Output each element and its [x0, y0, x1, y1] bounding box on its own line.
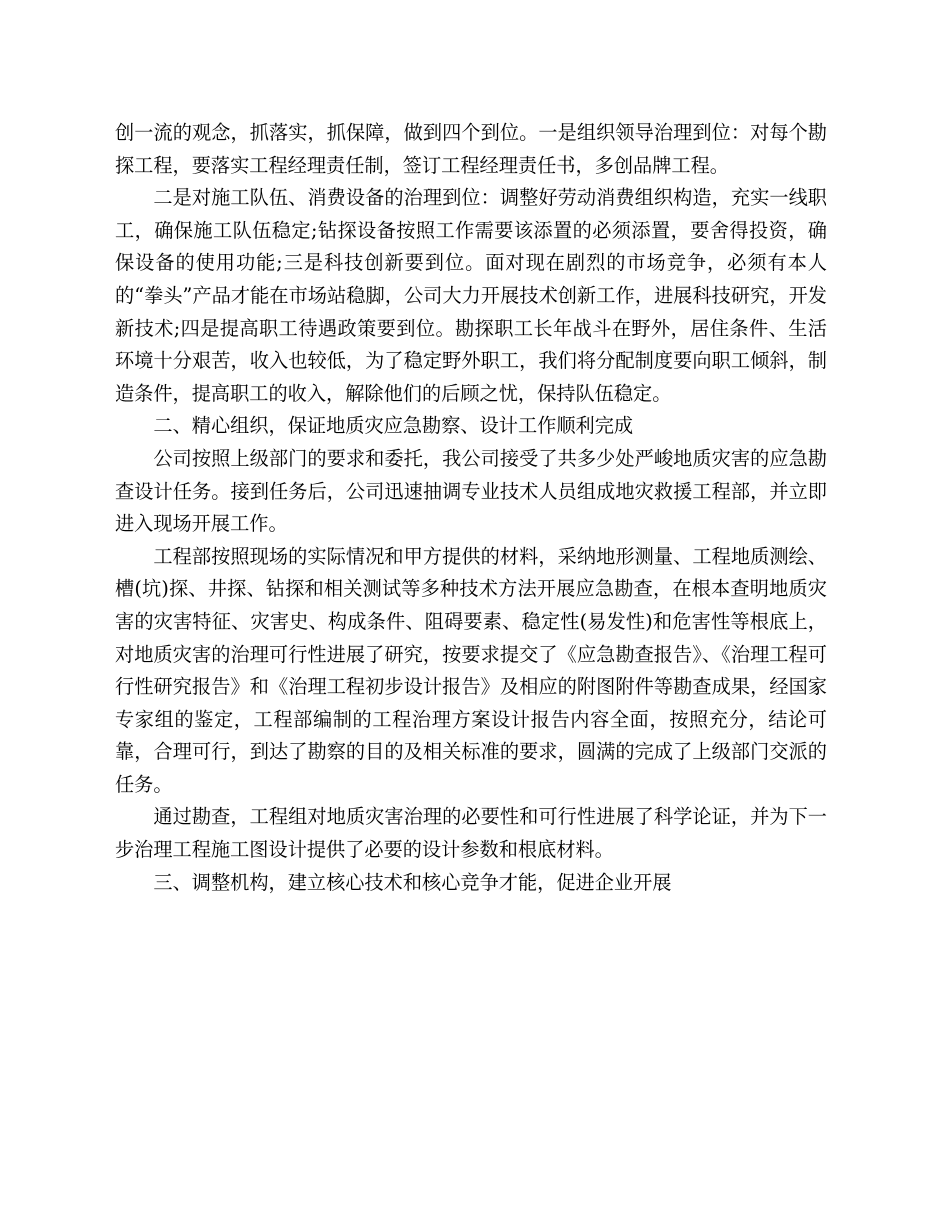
paragraph-continuation: 创一流的观念，抓落实，抓保障，做到四个到位。一是组织领导治理到位：对每个勘探工程，要落实工程经理责任制，签订工程经理责任书，多创品牌工程。	[115, 121, 827, 177]
paragraph-conclusion: 通过勘查，工程组对地质灾害治理的必要性和可行性进展了科学论证，并为下一步治理工程施工图设计提供了必要的设计参数和根底材料。	[115, 805, 827, 862]
paragraph-management: 二是对施工队伍、消费设备的治理到位：调整好劳动消费组织构造，充实一线职工，确保施工队伍稳定;钻探设备按照工作需要该添置的必须添置，要舍得投资，确保设备的使用功能;三是科技创新要到位。面对现在剧烈的市场竞争，必须有本人的“拳头”产品才能在市场站稳脚，公司大力开展技术创新工作，进展科技研究，开发新技术;四是提高职工待遇政策要到位。勘探职工长年战斗在野外，居住条件、生活环境十分艰苦，收入也较低，为了稳定野外职工，我们将分配制度要向职工倾斜，制造条件，提高职工的收入，解除他们的后顾之忧，保持队伍稳定。	[115, 186, 827, 405]
section-heading-3: 三、调整机构，建立核心技术和核心竞争才能，促进企业开展	[153, 870, 672, 894]
paragraph-survey: 工程部按照现场的实际情况和甲方提供的材料，采纳地形测量、工程地质测绘、槽(坑)探、井探、钻探和相关测试等多种技术方法开展应急勘查，在根本查明地质灾害的灾害特征、灾害史、构成条件、阻碍要素、稳定性(易发性)和危害性等根底上，对地质灾害的治理可行性进展了研究，按要求提交了《应急勘查报告》、《治理工程可行性研究报告》和《治理工程初步设计报告》及相应的附图附件等勘查成果，经国家专家组的鉴定，工程部编制的工程治理方案设计报告内容全面，按照充分，结论可靠，合理可行，到达了勘察的目的及相关标准的要求，圆满的完成了上级部门交派的任务。	[115, 544, 827, 796]
document-body	[115, 117, 827, 899]
section-heading-2: 二、精心组织，保证地质灾应急勘察、设计工作顺利完成	[153, 414, 634, 438]
paragraph-task: 公司按照上级部门的要求和委托，我公司接受了共多少处严峻地质灾害的应急勘查设计任务。接到任务后，公司迅速抽调专业技术人员组成地灾救援工程部，并立即进入现场开展工作。	[115, 446, 827, 536]
